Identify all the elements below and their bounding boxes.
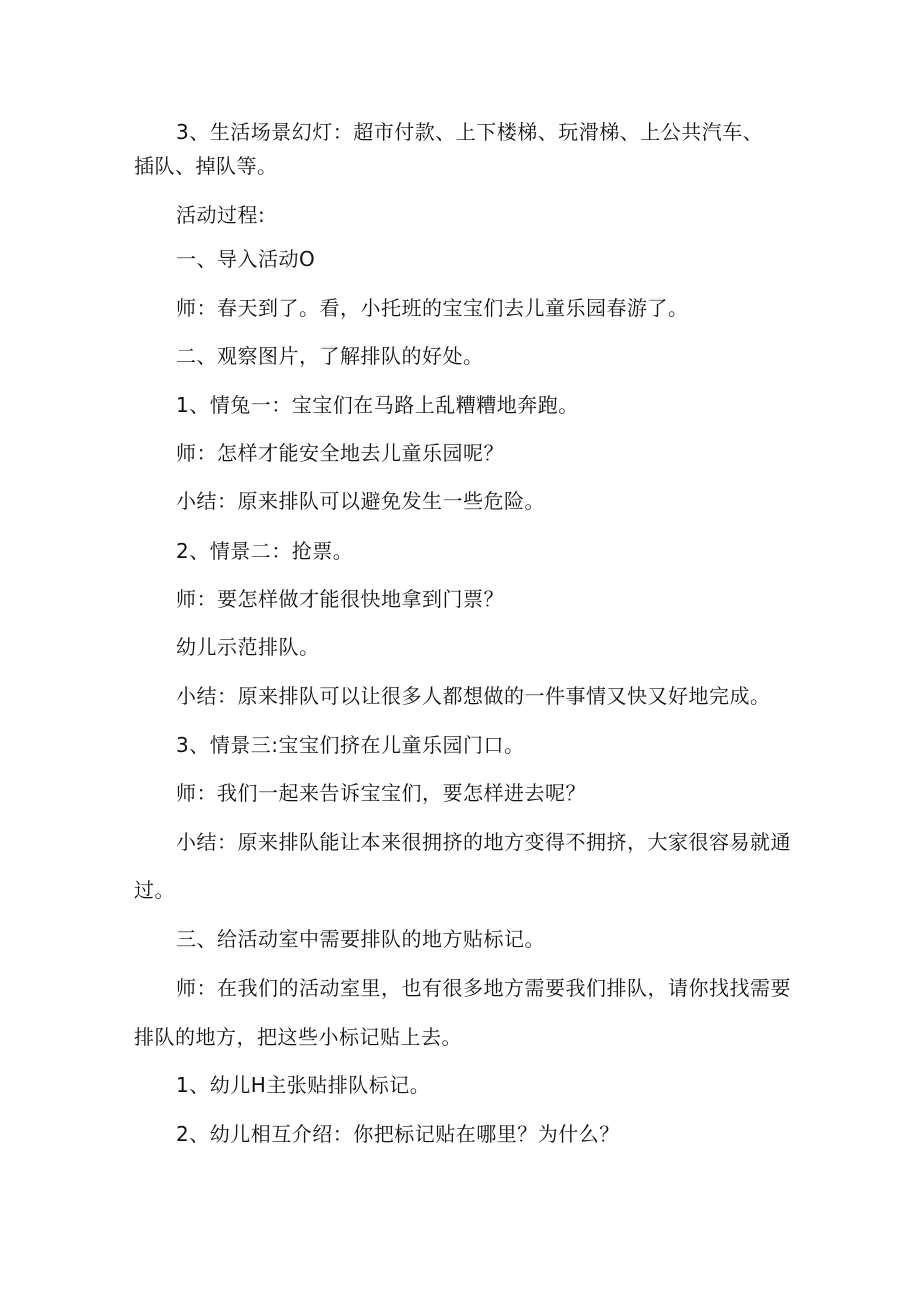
text-line: 1、幼儿H主张贴排队标记。 bbox=[176, 1073, 431, 1097]
text-line: 二、观察图片，了解排队的好处。 bbox=[176, 344, 484, 368]
text-line: 过。 bbox=[134, 878, 175, 902]
text-line: 小结：原来排队能让本来很拥挤的地方变得不拥挤，大家很容易就通 bbox=[176, 830, 791, 854]
text-line: 3、情景三:宝宝们挤在儿童乐园门口。 bbox=[176, 733, 525, 757]
text-line: 一、导入活动O bbox=[176, 247, 316, 271]
text-line: 1、情兔一：宝宝们在马路上乱糟糟地奔跑。 bbox=[176, 393, 579, 417]
text-line: 活动过程: bbox=[176, 203, 266, 227]
text-line: 师：我们一起来告诉宝宝们，要怎样进去呢？ bbox=[176, 781, 586, 805]
text-line: 小结：原来排队可以避免发生一些危险。 bbox=[176, 489, 545, 513]
text-line: 师：春天到了。看，小托班的宝宝们去儿童乐园春游了。 bbox=[176, 296, 689, 320]
text-line: 2、幼儿相互介绍：你把标记贴在哪里？为什么？ bbox=[176, 1122, 620, 1146]
text-line: 师：要怎样做才能很快地拿到门票？ bbox=[176, 587, 504, 611]
text-line: 3、生活场景幻灯：超市付款、上下楼梯、玩滑梯、上公共汽车、 bbox=[176, 120, 764, 144]
text-line: 师：在我们的活动室里，也有很多地方需要我们排队，请你找找需要 bbox=[176, 976, 791, 1000]
text-line: 三、给活动室中需要排队的地方贴标记。 bbox=[176, 927, 545, 951]
text-line: 排队的地方，把这些小标记贴上去。 bbox=[134, 1025, 462, 1049]
text-line: 幼儿示范排队。 bbox=[176, 635, 320, 659]
text-line: 小结：原来排队可以让很多人都想做的一件事情又快又好地完成。 bbox=[176, 684, 771, 708]
text-line: 插队、掉队等。 bbox=[134, 154, 278, 178]
text-line: 师：怎样才能安全地去儿童乐园呢？ bbox=[176, 441, 504, 465]
text-line: 2、情景二：抢票。 bbox=[176, 539, 354, 563]
